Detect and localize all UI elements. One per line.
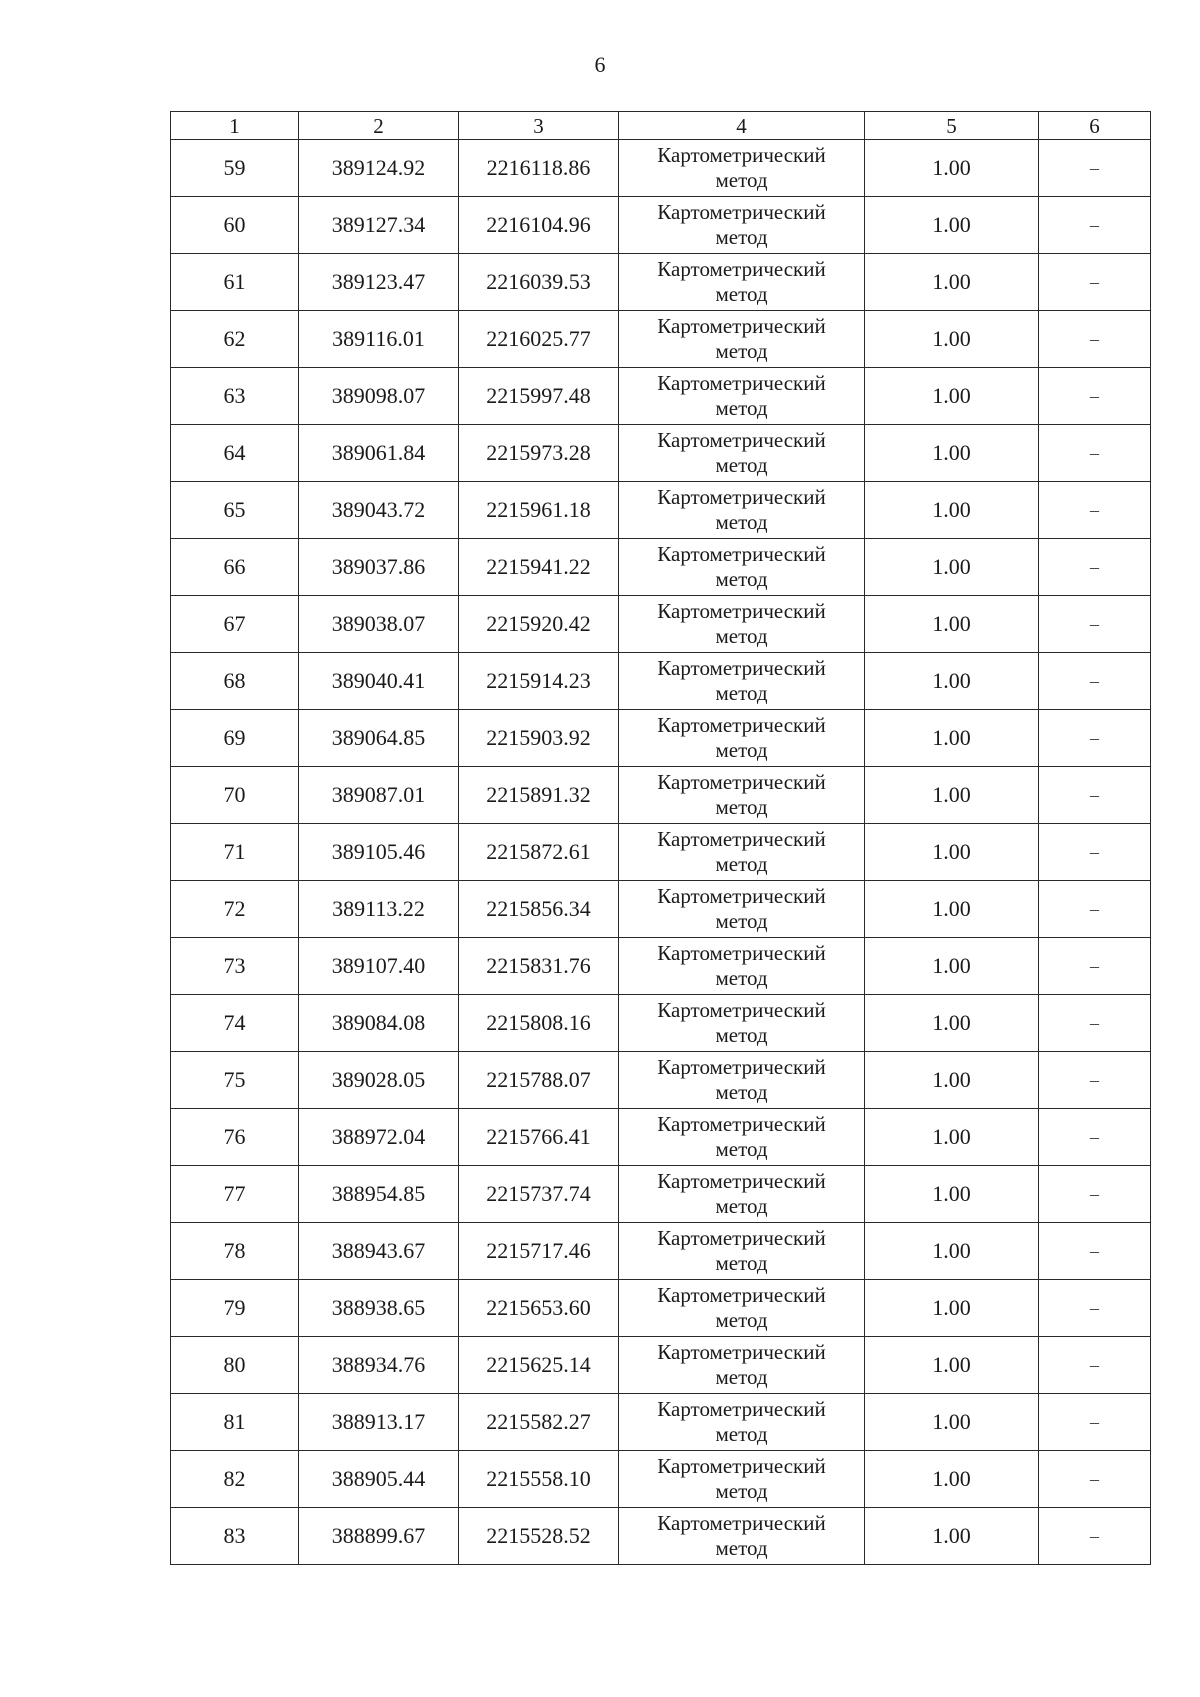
- method-cell: [619, 1280, 865, 1337]
- x-coordinate-cell: 388905.44: [299, 1451, 459, 1508]
- note-cell: –: [1039, 1223, 1151, 1280]
- x-coordinate-cell: 389037.86: [299, 539, 459, 596]
- method-line-2: метод: [715, 624, 768, 648]
- method-line-1: Картометрический: [657, 1397, 826, 1421]
- point-number-cell: 68: [171, 653, 299, 710]
- x-coordinate-cell: 389124.92: [299, 140, 459, 197]
- accuracy-cell: 1.00: [865, 425, 1039, 482]
- accuracy-cell: 1.00: [865, 1337, 1039, 1394]
- table-row: [171, 482, 1151, 539]
- accuracy-cell: 1.00: [865, 1166, 1039, 1223]
- y-coordinate-cell: 2215914.23: [459, 653, 619, 710]
- table-row: [171, 710, 1151, 767]
- table-row: [171, 140, 1151, 197]
- method-line-2: метод: [715, 738, 768, 762]
- x-coordinate-cell: 389038.07: [299, 596, 459, 653]
- accuracy-cell: 1.00: [865, 1394, 1039, 1451]
- note-cell: –: [1039, 995, 1151, 1052]
- method-line-1: Картометрический: [657, 599, 826, 623]
- method-line-1: Картометрический: [657, 1283, 826, 1307]
- method-line-2: метод: [715, 1080, 768, 1104]
- y-coordinate-cell: 2215766.41: [459, 1109, 619, 1166]
- point-number-cell: 62: [171, 311, 299, 368]
- note-cell: –: [1039, 1280, 1151, 1337]
- method-line-2: метод: [715, 681, 768, 705]
- table-row: [171, 1280, 1151, 1337]
- y-coordinate-cell: 2215891.32: [459, 767, 619, 824]
- y-coordinate-cell: 2215872.61: [459, 824, 619, 881]
- table-row: [171, 596, 1151, 653]
- point-number-cell: 65: [171, 482, 299, 539]
- method-line-1: Картометрический: [657, 827, 826, 851]
- table-row: [171, 1508, 1151, 1565]
- table-row: [171, 767, 1151, 824]
- x-coordinate-cell: 389105.46: [299, 824, 459, 881]
- accuracy-cell: 1.00: [865, 1109, 1039, 1166]
- note-cell: –: [1039, 197, 1151, 254]
- x-coordinate-cell: 389107.40: [299, 938, 459, 995]
- y-coordinate-cell: 2216104.96: [459, 197, 619, 254]
- point-number-cell: 73: [171, 938, 299, 995]
- method-line-2: метод: [715, 168, 768, 192]
- x-coordinate-cell: 388972.04: [299, 1109, 459, 1166]
- method-cell: [619, 368, 865, 425]
- method-line-1: Картометрический: [657, 314, 826, 338]
- table-body: [171, 140, 1151, 1565]
- header-col-5: 5: [865, 112, 1039, 140]
- method-line-1: Картометрический: [657, 428, 826, 452]
- accuracy-cell: 1.00: [865, 197, 1039, 254]
- x-coordinate-cell: 389064.85: [299, 710, 459, 767]
- point-number-cell: 60: [171, 197, 299, 254]
- accuracy-cell: 1.00: [865, 254, 1039, 311]
- accuracy-cell: 1.00: [865, 881, 1039, 938]
- point-number-cell: 67: [171, 596, 299, 653]
- note-cell: –: [1039, 1508, 1151, 1565]
- y-coordinate-cell: 2215997.48: [459, 368, 619, 425]
- table-row: [171, 197, 1151, 254]
- method-line-2: метод: [715, 1365, 768, 1389]
- y-coordinate-cell: 2216118.86: [459, 140, 619, 197]
- point-number-cell: 76: [171, 1109, 299, 1166]
- point-number-cell: 61: [171, 254, 299, 311]
- method-cell: [619, 1508, 865, 1565]
- x-coordinate-cell: 389061.84: [299, 425, 459, 482]
- header-col-4: 4: [619, 112, 865, 140]
- x-coordinate-cell: 389127.34: [299, 197, 459, 254]
- table-row: [171, 1337, 1151, 1394]
- method-cell: [619, 881, 865, 938]
- method-line-2: метод: [715, 1194, 768, 1218]
- method-cell: [619, 140, 865, 197]
- accuracy-cell: 1.00: [865, 311, 1039, 368]
- method-line-2: метод: [715, 225, 768, 249]
- method-cell: [619, 1166, 865, 1223]
- note-cell: –: [1039, 1337, 1151, 1394]
- note-cell: –: [1039, 1166, 1151, 1223]
- accuracy-cell: 1.00: [865, 824, 1039, 881]
- note-cell: –: [1039, 254, 1151, 311]
- x-coordinate-cell: 389098.07: [299, 368, 459, 425]
- accuracy-cell: 1.00: [865, 596, 1039, 653]
- method-line-2: метод: [715, 339, 768, 363]
- method-line-2: метод: [715, 453, 768, 477]
- table-row: [171, 539, 1151, 596]
- method-line-1: Картометрический: [657, 1169, 826, 1193]
- x-coordinate-cell: 389116.01: [299, 311, 459, 368]
- note-cell: –: [1039, 1109, 1151, 1166]
- y-coordinate-cell: 2215653.60: [459, 1280, 619, 1337]
- point-number-cell: 83: [171, 1508, 299, 1565]
- method-line-2: метод: [715, 852, 768, 876]
- x-coordinate-cell: 388899.67: [299, 1508, 459, 1565]
- accuracy-cell: 1.00: [865, 1508, 1039, 1565]
- point-number-cell: 66: [171, 539, 299, 596]
- method-line-2: метод: [715, 966, 768, 990]
- point-number-cell: 78: [171, 1223, 299, 1280]
- accuracy-cell: 1.00: [865, 767, 1039, 824]
- method-line-2: метод: [715, 1308, 768, 1332]
- x-coordinate-cell: 388954.85: [299, 1166, 459, 1223]
- y-coordinate-cell: 2215920.42: [459, 596, 619, 653]
- x-coordinate-cell: 389123.47: [299, 254, 459, 311]
- y-coordinate-cell: 2216025.77: [459, 311, 619, 368]
- method-cell: [619, 1223, 865, 1280]
- accuracy-cell: 1.00: [865, 1052, 1039, 1109]
- accuracy-cell: 1.00: [865, 1280, 1039, 1337]
- method-line-1: Картометрический: [657, 1454, 826, 1478]
- accuracy-cell: 1.00: [865, 482, 1039, 539]
- point-number-cell: 70: [171, 767, 299, 824]
- y-coordinate-cell: 2215856.34: [459, 881, 619, 938]
- method-line-1: Картометрический: [657, 713, 826, 737]
- x-coordinate-cell: 389040.41: [299, 653, 459, 710]
- header-col-6: 6: [1039, 112, 1151, 140]
- y-coordinate-cell: 2215903.92: [459, 710, 619, 767]
- table-row: [171, 254, 1151, 311]
- x-coordinate-cell: 389113.22: [299, 881, 459, 938]
- table-header: [171, 112, 1151, 140]
- method-line-1: Картометрический: [657, 542, 826, 566]
- point-number-cell: 72: [171, 881, 299, 938]
- y-coordinate-cell: 2215808.16: [459, 995, 619, 1052]
- note-cell: –: [1039, 1451, 1151, 1508]
- y-coordinate-cell: 2215941.22: [459, 539, 619, 596]
- method-cell: [619, 1052, 865, 1109]
- note-cell: –: [1039, 482, 1151, 539]
- method-line-1: Картометрический: [657, 998, 826, 1022]
- table-row: [171, 1223, 1151, 1280]
- note-cell: –: [1039, 368, 1151, 425]
- method-line-1: Картометрический: [657, 656, 826, 680]
- method-cell: [619, 824, 865, 881]
- accuracy-cell: 1.00: [865, 140, 1039, 197]
- method-cell: [619, 653, 865, 710]
- x-coordinate-cell: 389087.01: [299, 767, 459, 824]
- accuracy-cell: 1.00: [865, 368, 1039, 425]
- method-line-2: метод: [715, 1479, 768, 1503]
- y-coordinate-cell: 2215973.28: [459, 425, 619, 482]
- table-row: [171, 425, 1151, 482]
- table-row: [171, 1451, 1151, 1508]
- note-cell: –: [1039, 1052, 1151, 1109]
- method-line-1: Картометрический: [657, 200, 826, 224]
- method-line-1: Картометрический: [657, 884, 826, 908]
- note-cell: –: [1039, 1394, 1151, 1451]
- header-row: [171, 112, 1151, 140]
- header-col-3: 3: [459, 112, 619, 140]
- note-cell: –: [1039, 881, 1151, 938]
- note-cell: –: [1039, 596, 1151, 653]
- method-cell: [619, 311, 865, 368]
- table-row: [171, 1166, 1151, 1223]
- note-cell: –: [1039, 140, 1151, 197]
- y-coordinate-cell: 2215528.52: [459, 1508, 619, 1565]
- x-coordinate-cell: 389043.72: [299, 482, 459, 539]
- x-coordinate-cell: 389084.08: [299, 995, 459, 1052]
- point-number-cell: 74: [171, 995, 299, 1052]
- note-cell: –: [1039, 710, 1151, 767]
- note-cell: –: [1039, 938, 1151, 995]
- method-line-1: Картометрический: [657, 371, 826, 395]
- method-cell: [619, 482, 865, 539]
- method-line-1: Картометрический: [657, 941, 826, 965]
- y-coordinate-cell: 2215788.07: [459, 1052, 619, 1109]
- method-cell: [619, 425, 865, 482]
- accuracy-cell: 1.00: [865, 653, 1039, 710]
- accuracy-cell: 1.00: [865, 710, 1039, 767]
- note-cell: –: [1039, 824, 1151, 881]
- method-line-2: метод: [715, 510, 768, 534]
- table-row: [171, 1109, 1151, 1166]
- method-line-2: метод: [715, 1023, 768, 1047]
- method-cell: [619, 1451, 865, 1508]
- method-line-2: метод: [715, 1137, 768, 1161]
- method-line-2: метод: [715, 795, 768, 819]
- method-cell: [619, 938, 865, 995]
- method-line-2: метод: [715, 1536, 768, 1560]
- y-coordinate-cell: 2215582.27: [459, 1394, 619, 1451]
- point-number-cell: 75: [171, 1052, 299, 1109]
- method-line-1: Картометрический: [657, 1511, 826, 1535]
- y-coordinate-cell: 2215737.74: [459, 1166, 619, 1223]
- method-cell: [619, 254, 865, 311]
- method-line-2: метод: [715, 1251, 768, 1275]
- method-line-1: Картометрический: [657, 1226, 826, 1250]
- point-number-cell: 63: [171, 368, 299, 425]
- point-number-cell: 69: [171, 710, 299, 767]
- accuracy-cell: 1.00: [865, 1451, 1039, 1508]
- y-coordinate-cell: 2216039.53: [459, 254, 619, 311]
- method-line-1: Картометрический: [657, 1340, 826, 1364]
- header-col-2: 2: [299, 112, 459, 140]
- note-cell: –: [1039, 539, 1151, 596]
- table-row: [171, 824, 1151, 881]
- point-number-cell: 59: [171, 140, 299, 197]
- method-line-1: Картометрический: [657, 143, 826, 167]
- point-number-cell: 81: [171, 1394, 299, 1451]
- method-line-2: метод: [715, 567, 768, 591]
- point-number-cell: 80: [171, 1337, 299, 1394]
- note-cell: –: [1039, 425, 1151, 482]
- method-line-1: Картометрический: [657, 1112, 826, 1136]
- table-row: [171, 653, 1151, 710]
- method-cell: [619, 596, 865, 653]
- method-cell: [619, 539, 865, 596]
- point-number-cell: 77: [171, 1166, 299, 1223]
- table-row: [171, 938, 1151, 995]
- page-number: 6: [594, 52, 606, 77]
- method-cell: [619, 1337, 865, 1394]
- accuracy-cell: 1.00: [865, 995, 1039, 1052]
- y-coordinate-cell: 2215831.76: [459, 938, 619, 995]
- note-cell: –: [1039, 653, 1151, 710]
- x-coordinate-cell: 388934.76: [299, 1337, 459, 1394]
- point-number-cell: 79: [171, 1280, 299, 1337]
- coordinates-table: [170, 111, 1151, 1565]
- x-coordinate-cell: 388938.65: [299, 1280, 459, 1337]
- method-line-1: Картометрический: [657, 770, 826, 794]
- accuracy-cell: 1.00: [865, 1223, 1039, 1280]
- table-row: [171, 368, 1151, 425]
- method-cell: [619, 995, 865, 1052]
- table-row: [171, 995, 1151, 1052]
- point-number-cell: 64: [171, 425, 299, 482]
- method-line-2: метод: [715, 282, 768, 306]
- method-cell: [619, 767, 865, 824]
- y-coordinate-cell: 2215717.46: [459, 1223, 619, 1280]
- method-line-1: Картометрический: [657, 485, 826, 509]
- method-cell: [619, 1109, 865, 1166]
- method-line-2: метод: [715, 396, 768, 420]
- x-coordinate-cell: 388913.17: [299, 1394, 459, 1451]
- table-row: [171, 311, 1151, 368]
- accuracy-cell: 1.00: [865, 539, 1039, 596]
- table-row: [171, 1394, 1151, 1451]
- y-coordinate-cell: 2215961.18: [459, 482, 619, 539]
- note-cell: –: [1039, 311, 1151, 368]
- table-row: [171, 881, 1151, 938]
- method-line-2: метод: [715, 909, 768, 933]
- method-cell: [619, 197, 865, 254]
- table-row: [171, 1052, 1151, 1109]
- method-cell: [619, 1394, 865, 1451]
- point-number-cell: 71: [171, 824, 299, 881]
- note-cell: –: [1039, 767, 1151, 824]
- x-coordinate-cell: 389028.05: [299, 1052, 459, 1109]
- method-line-1: Картометрический: [657, 1055, 826, 1079]
- method-cell: [619, 710, 865, 767]
- header-col-1: 1: [171, 112, 299, 140]
- y-coordinate-cell: 2215558.10: [459, 1451, 619, 1508]
- accuracy-cell: 1.00: [865, 938, 1039, 995]
- method-line-1: Картометрический: [657, 257, 826, 281]
- method-line-2: метод: [715, 1422, 768, 1446]
- x-coordinate-cell: 388943.67: [299, 1223, 459, 1280]
- y-coordinate-cell: 2215625.14: [459, 1337, 619, 1394]
- point-number-cell: 82: [171, 1451, 299, 1508]
